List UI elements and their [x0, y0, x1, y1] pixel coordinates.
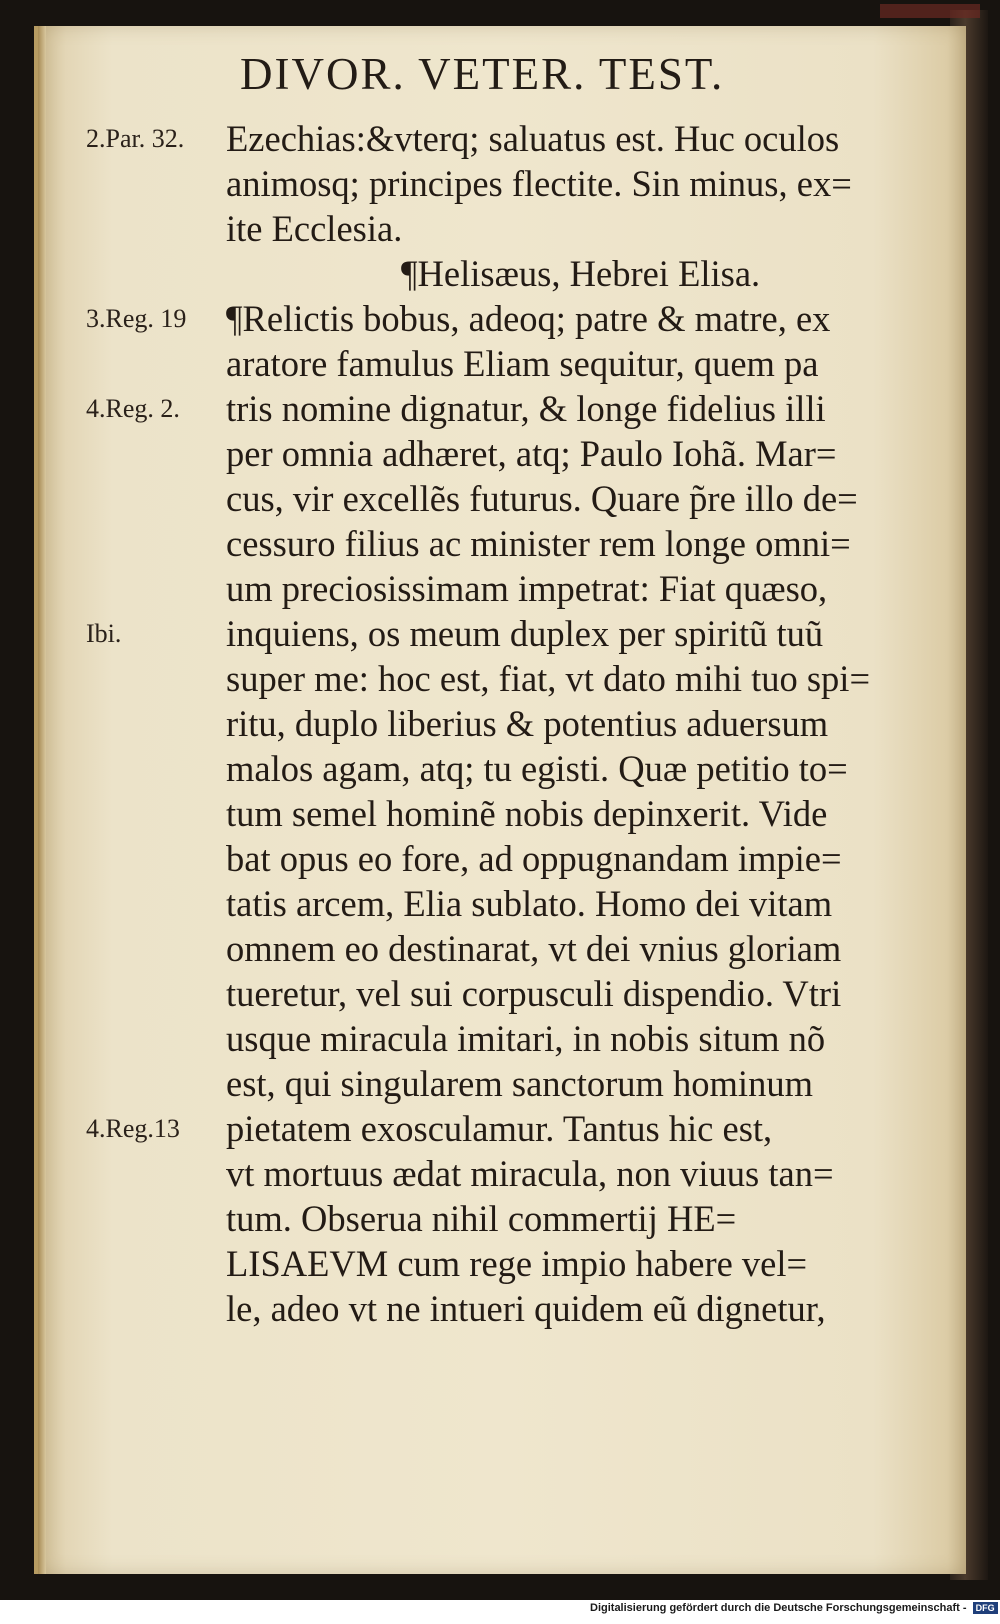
text-line: animosq; principes flectite. Sin minus, ex= — [226, 163, 852, 204]
text-line: vt mortuus ædat miracula, non viuus tan= — [226, 1153, 834, 1194]
margin-note: 3.Reg. 19 — [86, 304, 187, 333]
text-line: aratore famulus Eliam sequitur, quem pa — [226, 343, 819, 384]
margin-note: Ibi. — [86, 619, 122, 648]
digitization-credit — [590, 1602, 998, 1614]
text-line: super me: hoc est, fiat, vt dato mihi tuo spi= — [226, 658, 871, 699]
text-line: tatis arcem, Elia sublato. Homo dei vitam — [226, 883, 833, 924]
text-line: tum. Obserua nihil commertij HE= — [226, 1198, 737, 1239]
text-line: pietatem exosculamur. Tantus hic est, — [226, 1108, 773, 1149]
text-line: ritu, duplo liberius & potentius aduersum — [226, 703, 829, 744]
text-line: tris nomine dignatur, & longe fidelius illi — [226, 388, 826, 429]
text-line: bat opus eo fore, ad oppugnandam impie= — [226, 838, 842, 879]
text-line: tum semel hominẽ nobis depinxerit. Vide — [226, 793, 828, 834]
margin-note: 4.Reg.13 — [86, 1114, 180, 1143]
margin-note: 4.Reg. 2. — [86, 394, 180, 423]
text-line: Ezechias:&vterq; saluatus est. Huc oculos — [226, 118, 840, 159]
running-title: DIVOR. VETER. TEST. — [240, 49, 725, 99]
cover-mark-top — [880, 4, 980, 18]
margin-note: 2.Par. 32. — [86, 124, 185, 153]
credit-text: Digitalisierung gefördert durch die Deutsche Forschungsgemeinschaft - — [590, 1602, 967, 1614]
text-line: cus, vir excellẽs futurus. Quare p̃re illo de= — [226, 478, 858, 519]
text-line: ¶Relictis bobus, adeoq; patre & matre, ex — [226, 298, 831, 339]
text-line: per omnia adhæret, atq; Paulo Iohã. Mar= — [226, 433, 837, 474]
text-line: le, adeo vt ne intueri quidem eũ dignetur, — [226, 1288, 826, 1329]
text-line: ¶Helisæus, Hebrei Elisa. — [401, 253, 761, 294]
page-body-text — [226, 116, 906, 1331]
text-line: um preciosissimam impetrat: Fiat quæso, — [226, 568, 828, 609]
text-line: est, qui singularem sanctorum hominum — [226, 1063, 813, 1104]
text-line: tueretur, vel sui corpusculi dispendio. Vtri — [226, 973, 842, 1014]
text-line: omnem eo destinarat, vt dei vnius gloriam — [226, 928, 842, 969]
page-gutter-shadow — [38, 26, 46, 1574]
text-line: LISAEVM cum rege impio habere vel= — [226, 1243, 808, 1284]
text-line: inquiens, os meum duplex per spiritũ tuũ — [226, 613, 824, 654]
text-line: malos agam, atq; tu egisti. Quæ petitio to= — [226, 748, 848, 789]
dfg-logo: DFG — [973, 1602, 998, 1614]
text-line: usque miracula imitari, in nobis situm nõ — [226, 1018, 826, 1059]
text-line: ite Ecclesia. — [226, 208, 403, 249]
text-line: cessuro filius ac minister rem longe omni= — [226, 523, 851, 564]
